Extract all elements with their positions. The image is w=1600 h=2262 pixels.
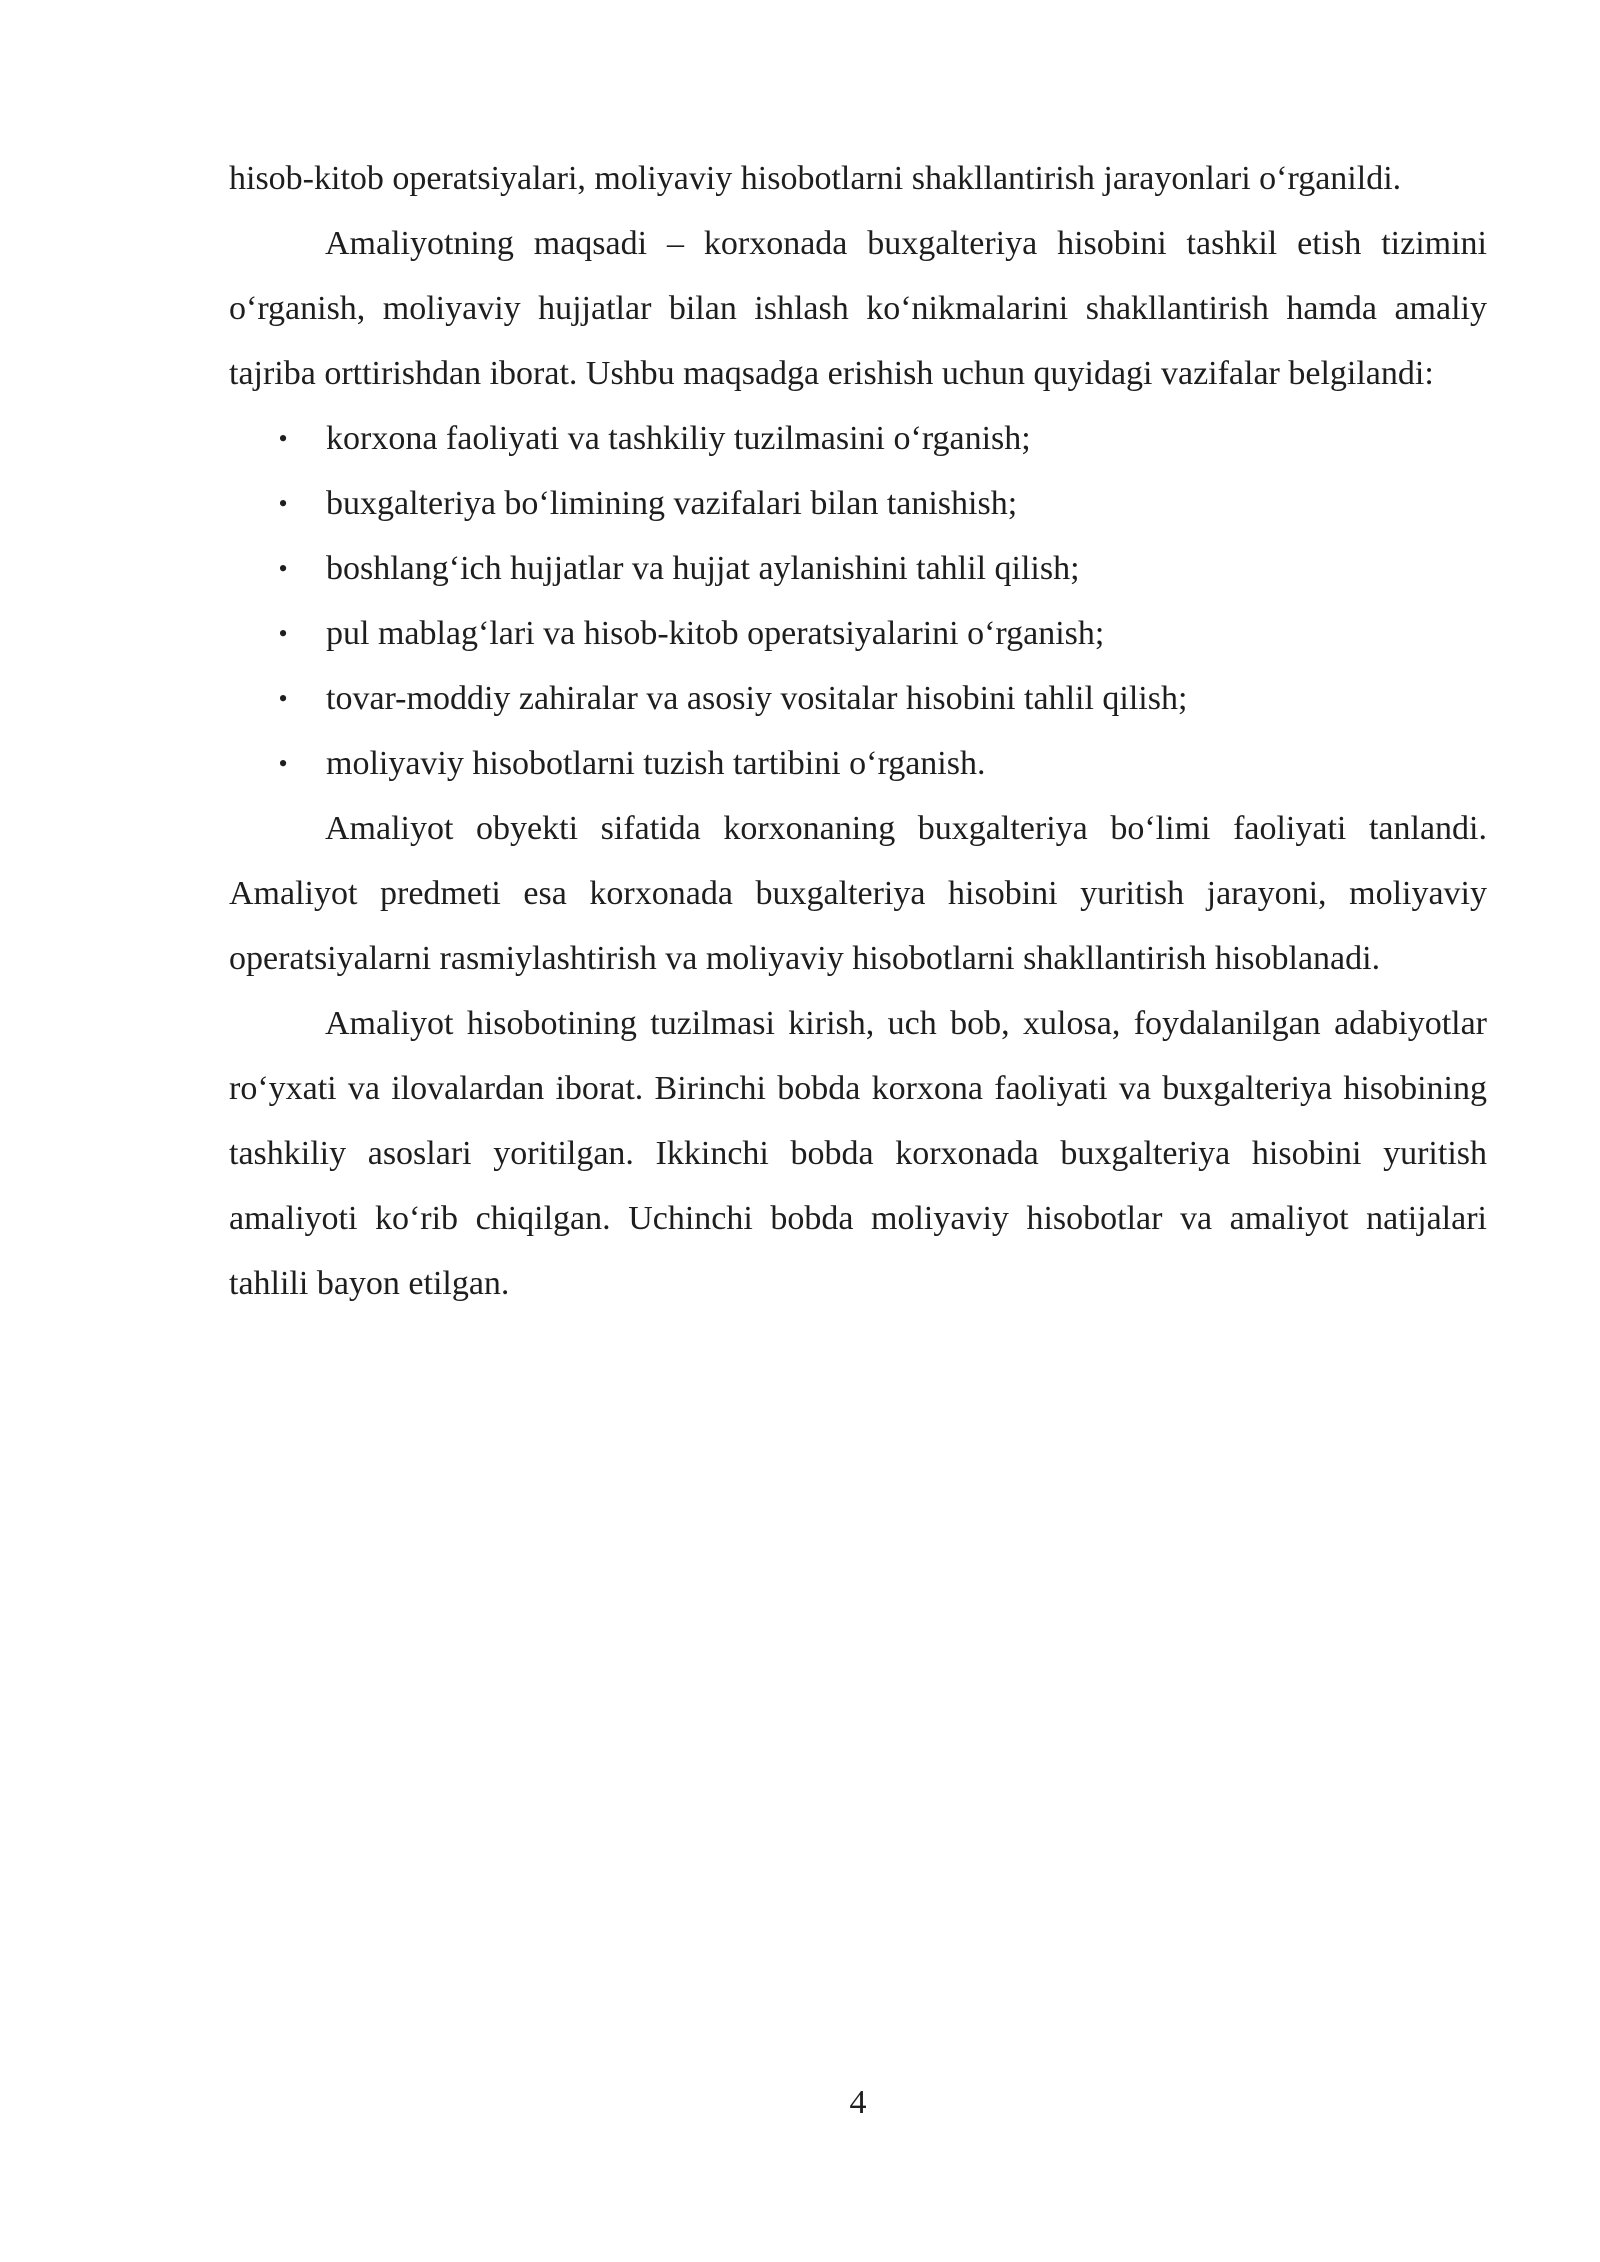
task-list [229, 406, 1487, 796]
list-item-text: boshlang‘ich hujjatlar va hujjat aylanishini tahlil qilish; [326, 550, 1080, 587]
list-item [229, 536, 1487, 601]
list-item-text: pul mablag‘lari va hisob-kitob operatsiyalarini o‘rganish; [326, 615, 1105, 652]
list-item [229, 731, 1487, 796]
list-item [229, 601, 1487, 666]
body-text [229, 146, 1487, 1316]
list-item-text: moliyaviy hisobotlarni tuzish tartibini o‘rganish. [326, 745, 986, 782]
bullet-icon: • [278, 749, 288, 778]
bullet-icon: • [278, 489, 288, 518]
bullet-icon: • [278, 619, 288, 648]
bullet-icon: • [278, 684, 288, 713]
list-item [229, 666, 1487, 731]
page-number: 4 [849, 2084, 867, 2121]
object-paragraph: Amaliyot obyekti sifatida korxonaning buxgalteriya bo‘limi faoliyati tanlandi. Amaliyot predmeti esa korxonada buxgalteriya hisobini yuritish jarayoni, moliyaviy operatsiyalarni rasmiylashtirish va moliyaviy hisobotlarni shakllantirish hisoblanadi. [229, 810, 1487, 977]
list-item [229, 471, 1487, 536]
list-item [229, 406, 1487, 471]
purpose-paragraph: Amaliyotning maqsadi – korxonada buxgalteriya hisobini tashkil etish tizimini o‘rganish, moliyaviy hujjatlar bilan ishlash ko‘nikmalarini shakllantirish hamda amaliy tajriba orttirishdan iborat. Ushbu maqsadga erishish uchun quyidagi vazifalar belgilandi: [229, 225, 1487, 392]
list-item-text: korxona faoliyati va tashkiliy tuzilmasini o‘rganish; [326, 420, 1031, 457]
bullet-icon: • [278, 554, 288, 583]
continuation-paragraph: hisob-kitob operatsiyalari, moliyaviy hisobotlarni shakllantirish jarayonlari o‘rganildi. [229, 160, 1402, 197]
list-item-text: buxgalteriya bo‘limining vazifalari bilan tanishish; [326, 485, 1018, 522]
structure-paragraph: Amaliyot hisobotining tuzilmasi kirish, uch bob, xulosa, foydalanilgan adabiyotlar ro‘yxati va ilovalardan iborat. Birinchi bobda korxona faoliyati va buxgalteriya hisobining tashkiliy asoslari yoritilgan. Ikkinchi bobda korxonada buxgalteriya hisobini yuritish amaliyoti ko‘rib chiqilgan. Uchinchi bobda moliyaviy hisobotlar va amaliyot natijalari tahlili bayon etilgan. [229, 1005, 1487, 1302]
bullet-icon: • [278, 424, 288, 453]
list-item-text: tovar-moddiy zahiralar va asosiy vositalar hisobini tahlil qilish; [326, 680, 1188, 717]
